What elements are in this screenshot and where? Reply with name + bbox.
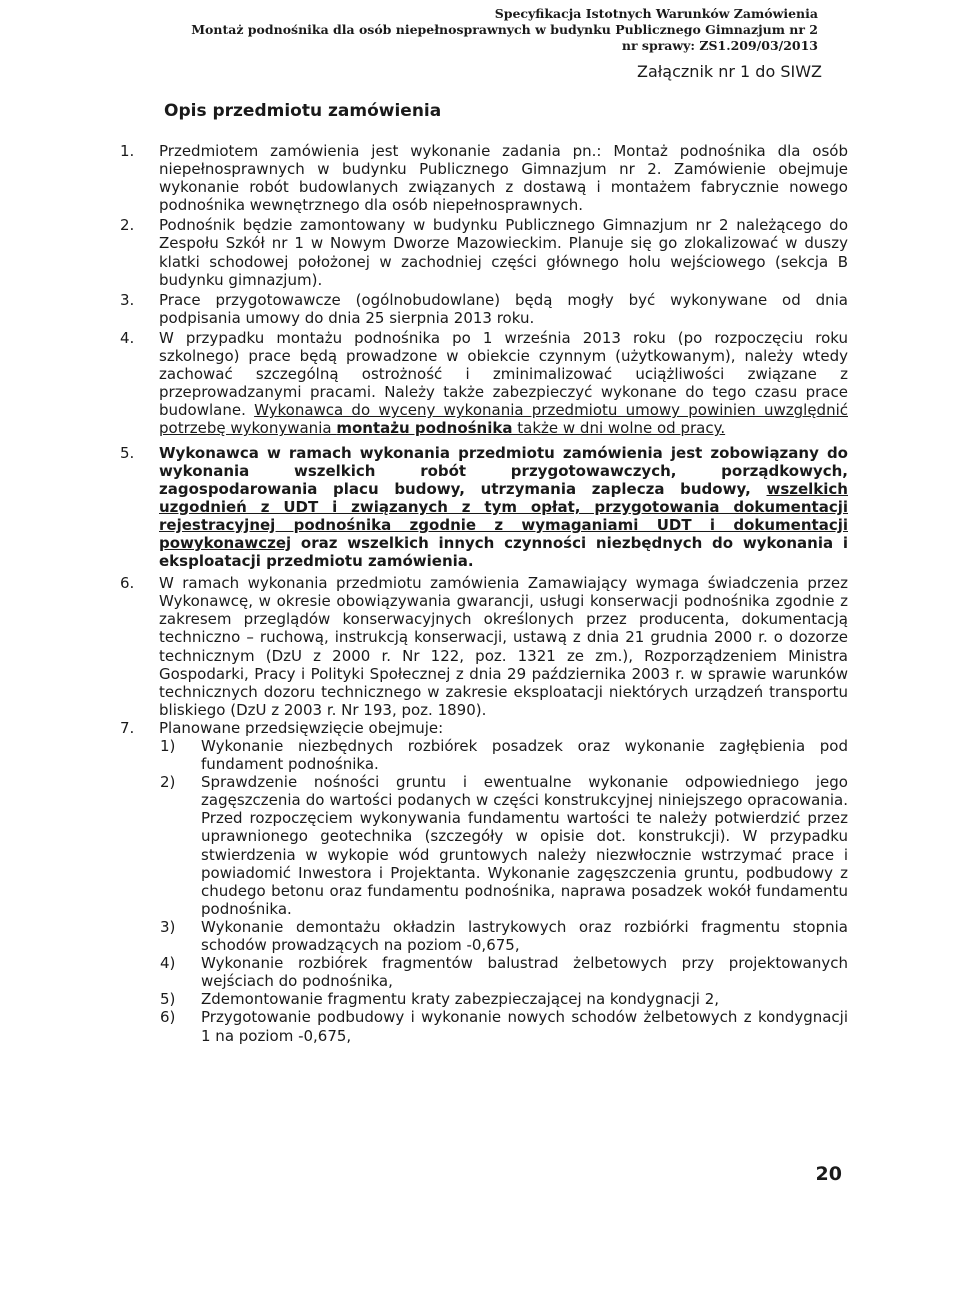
header-line-1: Specyfikacja Istotnych Warunków Zamówienia: [494, 6, 818, 21]
item-bold-text: Wykonawca w ramach wykonania przedmiotu zamówienia jest zobowiązany do wykonania wszelkich robót przygotowawczych, porządkowych, zagospodarowania placu budowy, utrzymania zaplecza budowy,: [159, 443, 848, 498]
sub-item-text: Wykonanie rozbiórek fragmentów balustrad żelbetowych przy projektowanych wejściach do podnośnika,: [201, 954, 848, 991]
item-number: 4.: [120, 328, 135, 347]
item-number: 1.: [120, 142, 135, 160]
item-text: Prace przygotowawcze (ogólnobudowlane) będą mogły być wykonywane od dnia podpisania umowy do dnia 25 sierpnia 2013 roku.: [159, 290, 848, 327]
sub-list-item: [159, 954, 848, 990]
item-underlined-text: także w dni wolne od pracy.: [512, 419, 726, 438]
sub-list-item: [159, 990, 848, 1008]
item-bold-text: oraz wszelkich innych czynności niezbędnych do wykonania i eksploatacji przedmiotu zamówienia.: [159, 533, 848, 571]
item-underlined-bold-text: montażu podnośnika: [336, 419, 513, 438]
sub-item-number: 3): [160, 917, 176, 936]
list-item: [120, 444, 848, 571]
item-underlined-bold-text: wszelkich uzgodnień z UDT i związanych z tym opłat, przygotowania dokumentacji rejestracyjnej podnośnika zgodnie z wymaganiami UDT i dokumentacji powykonawczej: [159, 479, 848, 552]
item-text: W przypadku montażu podnośnika po 1 września 2013 roku (po rozpoczęciu roku szkolnego) prace będą prowadzone w obiekcie czynnym (użytkowanym), należy wtedy zachować szczególną ostrożność i zminimalizować uciążliwości związane z przeprowadzanymi pracami. Należy także zabezpieczyć wykonane do tego czasu prace budowlane.: [159, 328, 848, 420]
list-item: [120, 142, 848, 214]
list-item: [120, 574, 848, 719]
item-text: Planowane przedsięwzięcie obejmuje:: [159, 718, 444, 737]
list-item: [120, 291, 848, 327]
list-item: [120, 216, 848, 288]
document-body: [120, 142, 848, 1045]
item-text: Podnośnik będzie zamontowany w budynku Publicznego Gimnazjum nr 2 należącego do Zespołu Szkół nr 1 w Nowym Dworze Mazowieckim. Planuje się go zlokalizować w duszy klatki schodowej położonej w zachodniej części głównego holu wejściowego (sekcja B budynku gimnazjum).: [159, 216, 848, 289]
list-item: [120, 719, 848, 1045]
item-number: 2.: [120, 216, 135, 235]
item-number: 6.: [120, 574, 135, 593]
sub-item-number: 4): [160, 954, 176, 973]
item-underlined-text: Wykonawca do wyceny wykonania przedmiotu umowy powinien uwzględnić potrzebę wykonywania: [159, 401, 848, 438]
list-item: [120, 329, 848, 438]
sub-list-item: [159, 773, 848, 918]
item-text: Przedmiotem zamówienia jest wykonanie zadania pn.: Montaż podnośnika dla osób niepełnosprawnych w budynku Publicznego Gimnazjum nr 2. Zamówienie obejmuje wykonanie robót budowlanych związanych z dostawą i montażem fabrycznie nowego podnośnika wewnętrznego dla osób niepełnosprawnych.: [159, 142, 848, 215]
sub-item-number: 5): [160, 990, 176, 1009]
sub-list-item: [159, 1008, 848, 1044]
sub-list-item: [159, 737, 848, 773]
item-text: W ramach wykonania przedmiotu zamówienia Zamawiający wymaga świadczenia przez Wykonawcę, w okresie obowiązywania gwarancji, usługi konserwacji podnośnika zgodnie z zakresem przeglądów konserwacyjnych określonych przez producenta, dokumentacją techniczno – ruchową, instrukcją konserwacji, ustawą z dnia 21 grudnia 2000 r. o dozorze technicznym (DzU z 2000 r. Nr 122, poz. 1321 ze zm.), Rozporządzeniem Ministra Gospodarki, Pracy i Polityki Społecznej z dnia 29 października 2003 r. w sprawie warunków technicznych dozoru technicznego w zakresie eksploatacji niektórych urządzeń transportu bliskiego (DzU z 2003 r. Nr 193, poz. 1890).: [159, 574, 848, 719]
page-number: 20: [815, 1163, 842, 1185]
sub-item-number: 6): [160, 1008, 176, 1027]
attachment-label: Załącznik nr 1 do SIWZ: [636, 62, 822, 81]
page-title: Opis przedmiotu zamówienia: [164, 101, 442, 121]
item-number: 5.: [120, 443, 135, 462]
sub-item-text: Wykonanie niezbędnych rozbiórek posadzek oraz wykonanie zagłębienia pod fundament podnośnika.: [201, 737, 848, 774]
header-line-3: nr sprawy: ZS1.209/03/2013: [621, 38, 818, 53]
item-number: 7.: [120, 718, 135, 737]
sub-item-text: Zdemontowanie fragmentu kraty zabezpieczającej na kondygnacji 2,: [201, 990, 720, 1009]
sub-list-item: [159, 918, 848, 954]
sub-item-text: Sprawdzenie nośności gruntu i ewentualne wykonanie odpowiedniego jego zagęszczenia do wartości podanych w części konstrukcyjnej niniejszego opracowania. Przed rozpoczęciem wykonywania fundamentu wartości te należy potwierdzić przez uprawnionego geotechnika (szczegóły w opisie dot. konstrukcji). W przypadku stwierdzenia w wykopie wód gruntowych należy niezwłocznie wstrzymać prace i powiadomić Inwestora i Projektanta. Wykonanie zagęszczenia gruntu, podbudowy z chudego betonu oraz fundamentu podnośnika, naprawa posadzek wokół fundamentu podnośnika.: [201, 773, 848, 918]
sub-item-number: 2): [160, 773, 176, 792]
sub-item-text: Wykonanie demontażu okładzin lastrykowych oraz rozbiórki fragmentu stopnia schodów prowadzących na poziom -0,675,: [201, 917, 848, 955]
item-number: 3.: [120, 290, 135, 309]
sub-item-text: Przygotowanie podbudowy i wykonanie nowych schodów żelbetowych z kondygnacji 1 na poziom -0,675,: [201, 1008, 848, 1045]
sub-item-number: 1): [160, 737, 176, 755]
header-line-2: Montaż podnośnika dla osób niepełnosprawnych w budynku Publicznego Gimnazjum nr 2: [191, 22, 818, 37]
